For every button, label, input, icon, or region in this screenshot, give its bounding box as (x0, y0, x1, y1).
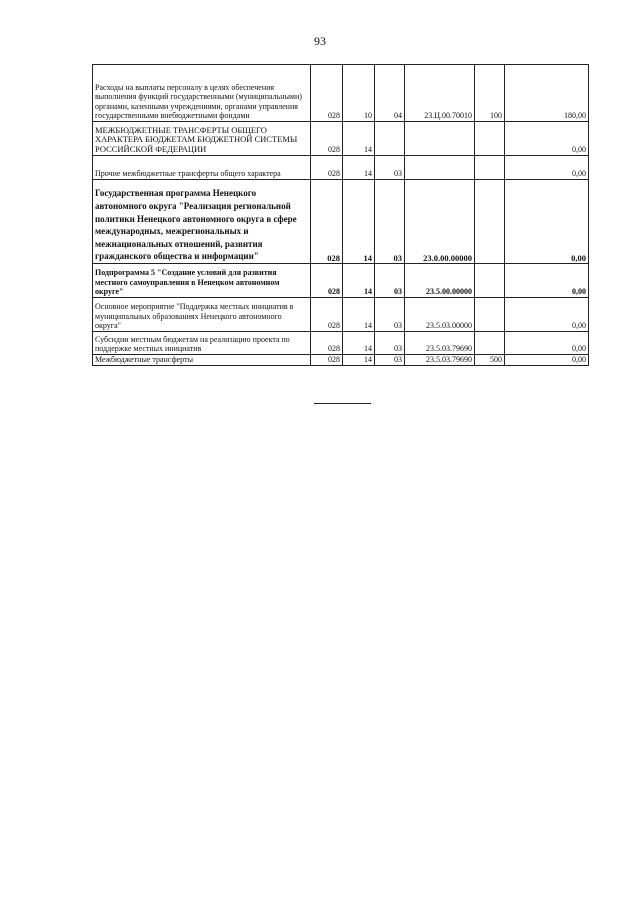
row-csr: 23.Ц.00.70010 (405, 65, 475, 122)
row-glava: 028 (311, 264, 343, 298)
row-podrazdel: 03 (375, 156, 405, 180)
row-vr (475, 180, 505, 264)
table-row (93, 298, 589, 332)
row-vr: 500 (475, 355, 505, 366)
budget-table (92, 64, 589, 366)
table-row (93, 65, 589, 122)
row-razdel: 14 (343, 298, 375, 332)
row-csr: 23.0.00.00000 (405, 180, 475, 264)
row-sum: 0,00 (505, 156, 589, 180)
row-name: МЕЖБЮДЖЕТНЫЕ ТРАНСФЕРТЫ ОБЩЕГО ХАРАКТЕРА БЮДЖЕТАМ БЮДЖЕТНОЙ СИСТЕМЫ РОССИЙСКОЙ ФЕДЕРАЦИИ (93, 122, 311, 156)
row-razdel: 10 (343, 65, 375, 122)
row-glava: 028 (311, 156, 343, 180)
table-row (93, 156, 589, 180)
table-row (93, 264, 589, 298)
row-name: Прочие межбюджетные трансферты общего характера (93, 156, 311, 180)
row-sum: 0,00 (505, 122, 589, 156)
row-vr (475, 264, 505, 298)
end-rule (314, 403, 371, 404)
row-razdel: 14 (343, 355, 375, 366)
row-name: Подпрограмма 5 "Создание условий для развития местного самоуправления в Ненецком автономном округе" (93, 264, 311, 298)
table-row (93, 122, 589, 156)
row-podrazdel: 04 (375, 65, 405, 122)
row-razdel: 14 (343, 156, 375, 180)
row-name: Субсидии местным бюджетам на реализацию проекта по поддержке местных инициатив (93, 332, 311, 355)
row-glava: 028 (311, 122, 343, 156)
row-name: Государственная программа Ненецкого автономного округа "Реализация региональной политики Ненецкого автономного округа в сфере международных, межрегиональных и межнациональных отношений, развития гражданского общества и информации" (93, 180, 311, 264)
row-podrazdel: 03 (375, 298, 405, 332)
row-vr (475, 122, 505, 156)
row-csr: 23.5.03.00000 (405, 298, 475, 332)
row-podrazdel: 03 (375, 355, 405, 366)
row-podrazdel: 03 (375, 332, 405, 355)
row-podrazdel: 03 (375, 264, 405, 298)
row-sum: 0,00 (505, 332, 589, 355)
row-vr (475, 332, 505, 355)
row-glava: 028 (311, 180, 343, 264)
row-vr (475, 298, 505, 332)
row-glava: 028 (311, 65, 343, 122)
table-row (93, 180, 589, 264)
row-csr: 23.5.03.79690 (405, 332, 475, 355)
page-number: 93 (314, 34, 326, 48)
budget-table-body (93, 65, 589, 366)
row-sum: 0,00 (505, 180, 589, 264)
row-csr: 23.5.00.00000 (405, 264, 475, 298)
row-podrazdel (375, 122, 405, 156)
row-glava: 028 (311, 332, 343, 355)
row-sum: 0,00 (505, 355, 589, 366)
row-name: Основное мероприятие "Поддержка местных инициатив в муниципальных образованиях Ненецкого автономного округа" (93, 298, 311, 332)
row-csr: 23.5.03.79690 (405, 355, 475, 366)
row-razdel: 14 (343, 122, 375, 156)
row-glava: 028 (311, 355, 343, 366)
row-glava: 028 (311, 298, 343, 332)
row-vr (475, 156, 505, 180)
row-razdel: 14 (343, 180, 375, 264)
row-sum: 0,00 (505, 264, 589, 298)
row-razdel: 14 (343, 264, 375, 298)
row-csr (405, 156, 475, 180)
row-sum: 180,00 (505, 65, 589, 122)
row-vr: 100 (475, 65, 505, 122)
row-name: Расходы на выплаты персоналу в целях обеспечения выполнения функций государственными (муниципальными) органами, казенными учреждениями, органами управления государственными внебюджетными фондами (93, 65, 311, 122)
table-row (93, 332, 589, 355)
row-csr (405, 122, 475, 156)
table-row (93, 355, 589, 366)
row-podrazdel: 03 (375, 180, 405, 264)
row-sum: 0,00 (505, 298, 589, 332)
row-name: Межбюджетные трансферты (93, 355, 311, 366)
row-razdel: 14 (343, 332, 375, 355)
